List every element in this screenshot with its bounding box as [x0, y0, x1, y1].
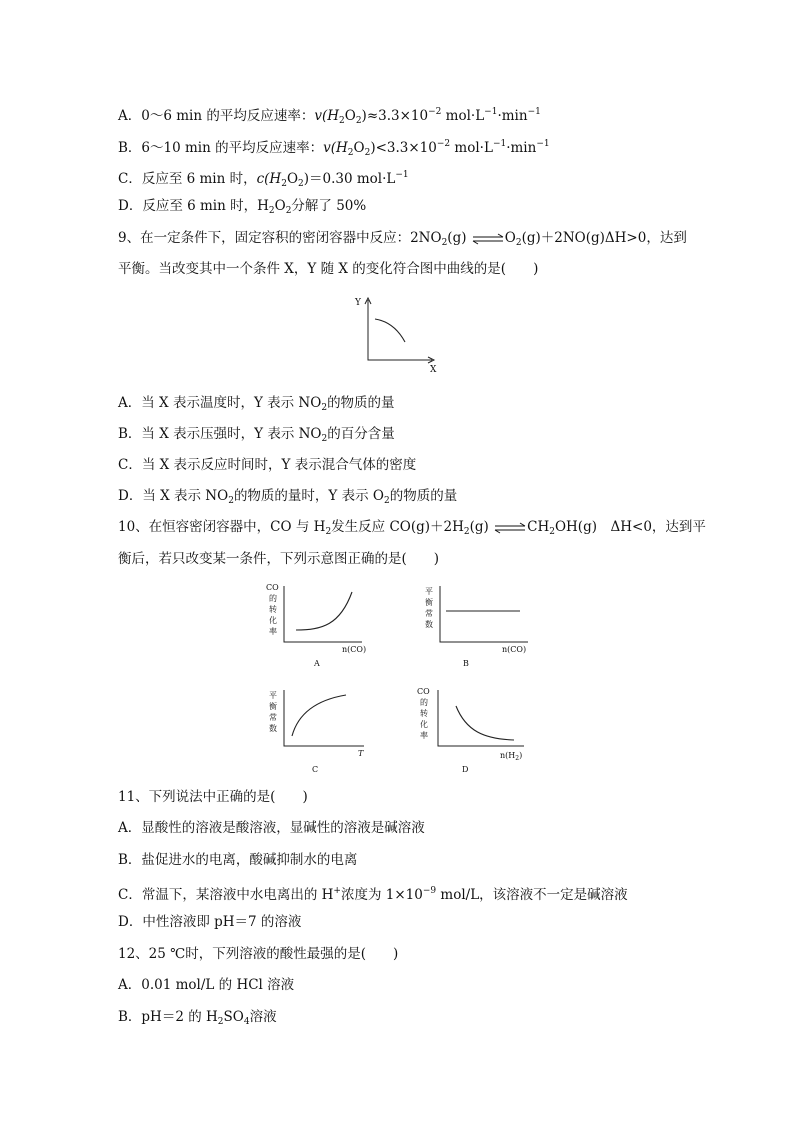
graph-b — [420, 580, 540, 672]
q9-option-d — [118, 486, 457, 511]
y-label: 转 — [420, 709, 428, 718]
q10-figure-d — [414, 686, 534, 778]
q9-option-a — [118, 393, 395, 418]
q10-figure-b — [420, 580, 540, 672]
graph-c — [266, 686, 376, 778]
sub: 2 — [281, 179, 287, 189]
x-label-text: n(H — [500, 751, 516, 760]
q8-c-conc: c(H — [256, 171, 282, 187]
x-label: T — [358, 749, 364, 758]
q8-a-rate: v(H — [314, 108, 339, 124]
graph-a — [262, 580, 372, 672]
sub: 2 — [463, 527, 470, 537]
sub: 2 — [321, 403, 328, 413]
text: 9、在一定条件下，固定容积的密闭容器中反应：2NO — [118, 230, 442, 246]
q9-stem-line2: 平衡。当改变其中一个条件 X，Y 随 X 的变化符合图中曲线的是( ) — [118, 261, 539, 277]
y-label: 化 — [420, 720, 428, 729]
y-label: 平 — [269, 691, 277, 700]
axes — [368, 300, 432, 360]
sub: 2 — [321, 434, 328, 444]
text: CH — [527, 519, 550, 535]
q9-option-b — [118, 424, 395, 449]
y-label: 常 — [425, 609, 433, 618]
text: )<3.3×10 — [370, 140, 437, 156]
q12-stem: 12、25 ℃时，下列溶液的酸性最强的是( ) — [118, 946, 399, 962]
sup: −9 — [422, 886, 437, 896]
text: B．当 X 表示压强时，Y 表示 NO — [118, 426, 322, 442]
y-label: 衡 — [425, 598, 433, 607]
sub: 2 — [298, 179, 304, 189]
y-label: 率 — [269, 627, 277, 636]
y-label: 转 — [269, 605, 277, 614]
sub: 2 — [347, 148, 354, 158]
text: O — [274, 198, 286, 214]
y-label: 平 — [425, 587, 433, 596]
caption: B — [463, 659, 469, 668]
text: mol/L，该溶液不一定是碱溶液 — [436, 887, 628, 903]
sup: −1 — [536, 139, 550, 149]
y-label: 的 — [269, 594, 277, 603]
q10-figure-a — [262, 580, 372, 672]
text: mol·L — [450, 140, 493, 156]
increasing-concave-curve — [292, 695, 346, 736]
x-label: n(CO) — [342, 645, 367, 654]
text: ·min — [506, 140, 537, 156]
sub: 2 — [384, 496, 390, 506]
q9-graph — [352, 292, 452, 374]
text: (g) — [469, 519, 489, 535]
sub: 2 — [217, 1017, 224, 1027]
q9-stem-line1 — [118, 228, 687, 253]
q11-option-a: A．显酸性的溶液是酸溶液，显碱性的溶液是碱溶液 — [118, 820, 425, 836]
sup: −1 — [527, 107, 541, 117]
text: OH(g) ΔH<0，达到平 — [554, 519, 706, 535]
y-label: 数 — [269, 724, 277, 733]
text: )＝0.30 mol·L — [303, 171, 396, 187]
sup: −2 — [436, 139, 451, 149]
q11-option-d: D．中性溶液即 pH＝7 的溶液 — [118, 914, 302, 930]
y-label: 衡 — [269, 702, 277, 711]
sub: 2 — [325, 527, 332, 537]
x-axis-label: X — [430, 365, 437, 375]
axes — [440, 586, 528, 642]
sup: −2 — [428, 107, 442, 117]
text: D．当 X 表示 NO — [118, 488, 229, 504]
text: 溶液 — [249, 1009, 277, 1025]
text: B．pH＝2 的 H — [118, 1009, 218, 1025]
text: )≈3.3×10 — [361, 108, 429, 124]
text: O — [344, 108, 356, 124]
text: O — [353, 140, 365, 156]
text: 10、在恒容密闭容器中，CO 与 H — [118, 519, 326, 535]
caption: A — [314, 659, 320, 668]
sup: −1 — [492, 139, 507, 149]
x-label-sub: 2 — [515, 755, 520, 762]
q12-option-b — [118, 1007, 277, 1032]
y-label: 率 — [420, 731, 428, 740]
x-label — [500, 751, 522, 762]
q8-option-c — [118, 165, 409, 194]
q9-option-c: C．当 X 表示反应时间时，Y 表示混合气体的密度 — [118, 457, 417, 473]
y-label: 常 — [269, 713, 277, 722]
sub: 2 — [339, 116, 345, 126]
y-label: 数 — [425, 620, 433, 629]
text: 分解了 50% — [291, 198, 367, 214]
y-label: 化 — [269, 616, 277, 625]
q10-stem-line2: 衡后，若只改变某一条件，下列示意图正确的是( ) — [118, 551, 440, 567]
sub: 2 — [268, 206, 275, 216]
text: ·min — [497, 108, 528, 124]
text: C．常温下，某溶液中水电离出的 H — [118, 887, 334, 903]
q8-b-text: B．6～10 min 的平均反应速率： — [118, 140, 324, 156]
decreasing-curve — [375, 319, 405, 342]
y-axis-label: Y — [355, 298, 361, 308]
x-label-end: ) — [519, 751, 523, 760]
axes — [284, 690, 364, 746]
text: 的物质的量 — [389, 488, 458, 504]
text: O — [286, 171, 299, 187]
q11-stem: 11、下列说法中正确的是( ) — [118, 789, 308, 805]
q11-option-c — [118, 881, 628, 905]
y-label: 的 — [420, 698, 428, 707]
y-label: CO — [266, 583, 279, 592]
sub: 2 — [364, 148, 371, 158]
sub: 4 — [243, 1017, 250, 1027]
q10-stem-line1 — [118, 517, 706, 542]
caption: D — [462, 765, 469, 774]
decreasing-curve — [456, 706, 514, 740]
q12-option-a: A．0.01 mol/L 的 HCl 溶液 — [118, 977, 295, 993]
text: (g) — [447, 230, 467, 246]
caption: C — [312, 765, 319, 774]
q8-d-text: D．反应至 6 min 时，H — [118, 198, 269, 214]
q8-c-text: C．反应至 6 min 时， — [118, 171, 257, 187]
q11-option-b: B．盐促进水的电离，酸碱抑制水的电离 — [118, 852, 358, 868]
equilibrium-arrow-icon — [471, 233, 505, 245]
sup: −1 — [395, 170, 409, 180]
equilibrium-arrow-icon — [493, 522, 527, 534]
sub: 2 — [549, 527, 555, 537]
q8-b-rate: v(H — [323, 140, 348, 156]
text: A．当 X 表示温度时，Y 表示 NO — [118, 395, 322, 411]
sup: + — [333, 886, 341, 896]
sub: 2 — [441, 238, 448, 248]
sub: 2 — [228, 496, 234, 506]
q8-option-b — [118, 134, 550, 163]
q8-option-d — [118, 196, 366, 221]
text: (g)＋2NO(g)ΔH>0，达到 — [521, 230, 687, 246]
q9-figure — [352, 292, 452, 374]
x-label: n(CO) — [502, 645, 527, 654]
text: 的百分含量 — [327, 426, 395, 442]
sub: 2 — [515, 238, 522, 248]
text: mol·L — [441, 108, 485, 124]
text: SO — [223, 1009, 244, 1025]
axes — [438, 690, 524, 746]
increasing-curve — [296, 592, 352, 630]
q8-option-a — [118, 102, 541, 131]
sub: 2 — [285, 206, 292, 216]
sub: 2 — [355, 116, 362, 126]
text: O — [504, 230, 516, 246]
text: 浓度为 1×10 — [340, 887, 423, 903]
axes — [284, 586, 362, 642]
text: 的物质的量时，Y 表示 O — [233, 488, 384, 504]
q8-a-text: A．0～6 min 的平均反应速率： — [118, 108, 315, 124]
y-label: CO — [417, 687, 430, 696]
text: 的物质的量 — [327, 395, 395, 411]
graph-d — [414, 686, 534, 778]
sup: −1 — [484, 107, 498, 117]
text: 发生反应 CO(g)＋2H — [331, 519, 464, 535]
q10-figure-c — [266, 686, 376, 778]
